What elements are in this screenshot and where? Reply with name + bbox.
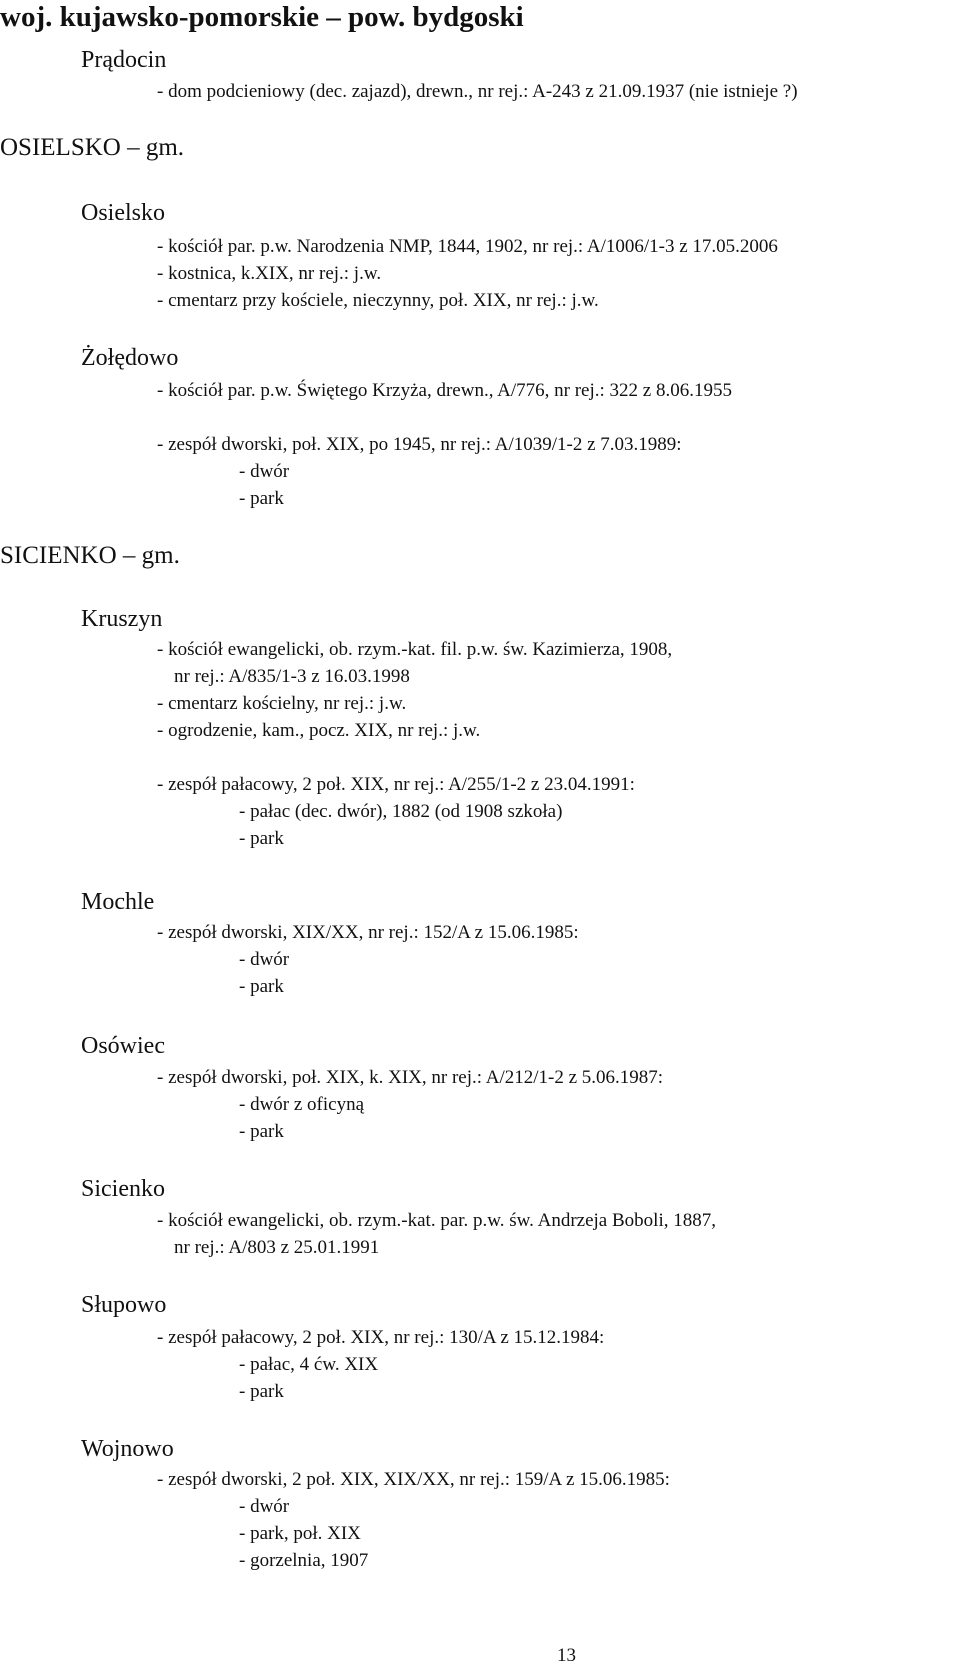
list-item: - zespół pałacowy, 2 poł. XIX, nr rej.: 130/A z 15.12.1984: [157,1327,605,1348]
place-heading-osowiec: Osówiec [81,1033,165,1059]
list-item: - dwór [239,461,290,482]
list-item: - park [239,976,284,997]
list-item: - kościół par. p.w. Świętego Krzyża, drewn., A/776, nr rej.: 322 z 8.06.1955 [157,380,732,401]
place-heading-wojnowo: Wojnowo [81,1436,174,1462]
list-item: - kościół ewangelicki, ob. rzym.-kat. fil. p.w. św. Kazimierza, 1908, [157,639,673,660]
list-item: - ogrodzenie, kam., pocz. XIX, nr rej.: j.w. [157,720,481,741]
list-item: - park [239,1121,284,1142]
list-item: - pałac (dec. dwór), 1882 (od 1908 szkoła) [239,801,563,822]
list-item: - park [239,1381,284,1402]
place-heading-kruszyn: Kruszyn [81,606,163,632]
list-item: - dwór [239,949,290,970]
list-item: - zespół dworski, 2 poł. XIX, XIX/XX, nr rej.: 159/A z 15.06.1985: [157,1469,670,1490]
place-heading-mochle: Mochle [81,889,155,915]
place-heading-pradocin: Prądocin [81,47,167,73]
place-heading-slupowo: Słupowo [81,1292,167,1318]
list-item: - cmentarz kościelny, nr rej.: j.w. [157,693,407,714]
list-item: - zespół dworski, poł. XIX, po 1945, nr rej.: A/1039/1-2 z 7.03.1989: [157,434,682,455]
list-item: - cmentarz przy kościele, nieczynny, poł. XIX, nr rej.: j.w. [157,290,599,311]
list-item: - park, poł. XIX [239,1523,361,1544]
list-item: - zespół pałacowy, 2 poł. XIX, nr rej.: A/255/1-2 z 23.04.1991: [157,774,635,795]
place-heading-sicienko: Sicienko [81,1176,165,1202]
place-heading-zoledowo: Żołędowo [81,345,179,371]
list-item: - dwór z oficyną [239,1094,365,1115]
list-item: - dwór [239,1496,290,1517]
list-item: - zespół dworski, XIX/XX, nr rej.: 152/A z 15.06.1985: [157,922,579,943]
list-item: - kościół ewangelicki, ob. rzym.-kat. par. p.w. św. Andrzeja Boboli, 1887, [157,1210,716,1231]
list-item: - park [239,488,284,509]
gmina-heading-sicienko: SICIENKO – gm. [0,542,180,569]
list-item: - gorzelnia, 1907 [239,1550,369,1571]
list-item: - dom podcieniowy (dec. zajazd), drewn., nr rej.: A-243 z 21.09.1937 (nie istnieje ?) [157,81,798,102]
gmina-heading-osielsko: OSIELSKO – gm. [0,134,185,161]
list-item: nr rej.: A/835/1-3 z 16.03.1998 [174,666,410,687]
list-item: - park [239,828,284,849]
list-item: - pałac, 4 ćw. XIX [239,1354,379,1375]
list-item: - kostnica, k.XIX, nr rej.: j.w. [157,263,382,284]
page-number: 13 [557,1645,576,1666]
list-item: - kościół par. p.w. Narodzenia NMP, 1844, 1902, nr rej.: A/1006/1-3 z 17.05.2006 [157,236,778,257]
page-title: woj. kujawsko-pomorskie – pow. bydgoski [0,1,524,33]
place-heading-osielsko: Osielsko [81,200,165,226]
list-item: - zespół dworski, poł. XIX, k. XIX, nr rej.: A/212/1-2 z 5.06.1987: [157,1067,664,1088]
list-item: nr rej.: A/803 z 25.01.1991 [174,1237,380,1258]
